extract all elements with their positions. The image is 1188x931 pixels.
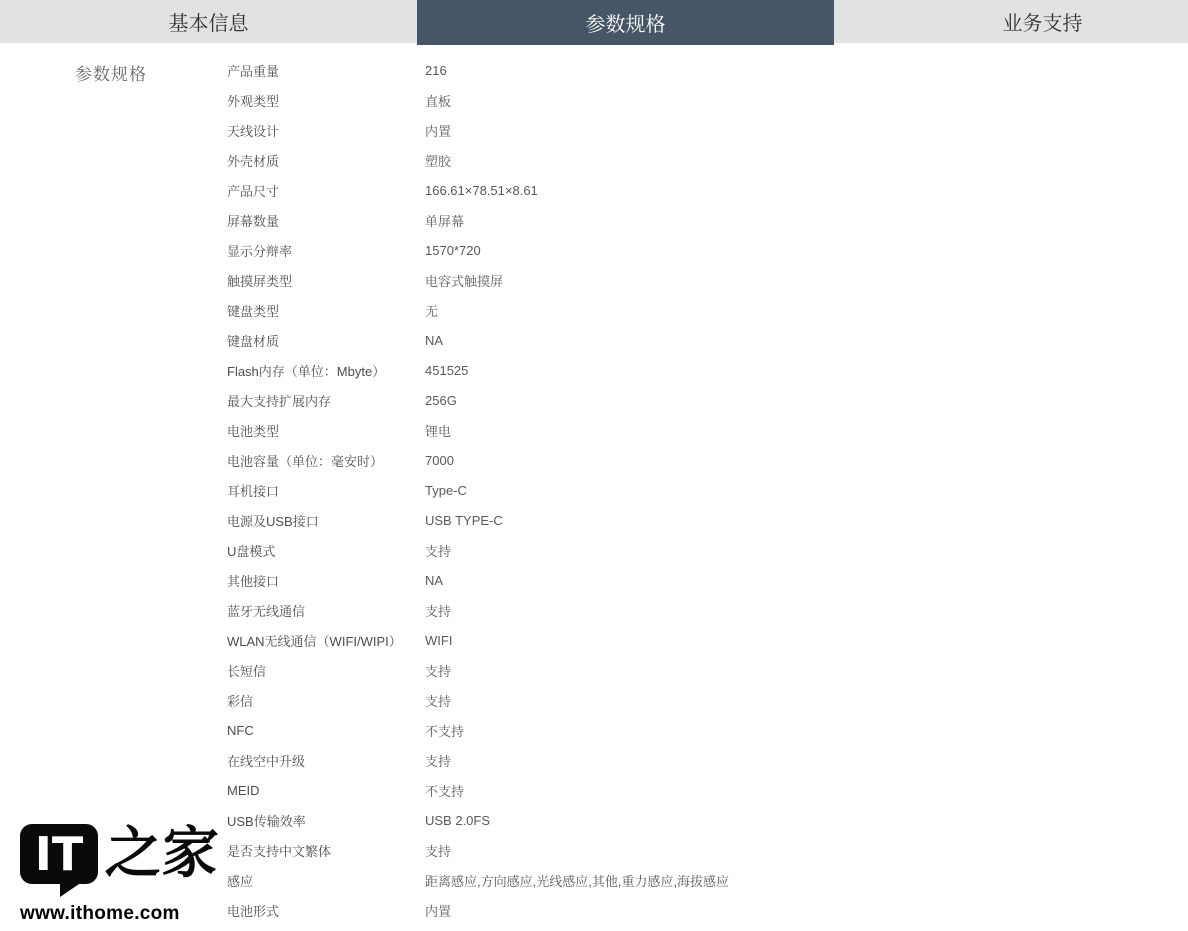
spec-value: 7000 [425,452,454,468]
spec-label: 是否支持中文繁体 [227,843,332,859]
spec-value: 锂电 [425,423,452,439]
ithome-logo [20,816,221,925]
spec-label: 蓝牙无线通信 [227,603,306,619]
spec-value: 不支持 [425,783,465,799]
spec-label: 电池类型 [227,423,280,439]
spec-row [227,235,729,265]
spec-row [227,475,729,505]
spec-value: Type-C [425,482,467,498]
spec-value: WIFI [425,632,453,648]
spec-label: 产品尺寸 [227,183,280,199]
spec-row [227,85,729,115]
spec-value: 支持 [425,693,452,709]
spec-value: USB 2.0FS [425,812,491,828]
tab-basic-info[interactable]: 基本信息 [0,0,417,43]
spec-label: 其他接口 [227,573,280,589]
spec-label: 显示分辩率 [227,243,293,259]
spec-row [227,745,729,775]
spec-label: 电池形式 [227,903,280,919]
spec-label: 在线空中升级 [227,753,306,769]
spec-row [227,835,729,865]
spec-label: NFC [227,722,254,738]
section-title: 参数规格 [75,65,147,84]
spec-value: 内置 [425,123,452,139]
spec-row [227,655,729,685]
tab-parameter-specs[interactable]: 参数规格 [417,0,834,45]
spec-row [227,595,729,625]
spec-row [227,625,729,655]
spec-value: NA [425,332,444,348]
spec-row [227,265,729,295]
spec-label: WLAN无线通信（WIFI/WIPI） [227,633,402,649]
spec-value: 无 [425,303,439,319]
ithome-calligraphy-text: 之家 [103,820,221,886]
spec-label: U盘模式 [227,543,276,559]
spec-label: 电池容量（单位：毫安时） [227,453,384,469]
spec-row [227,505,729,535]
spec-row [227,385,729,415]
spec-value: 距离感应,方向感应,光线感应,其他,重力感应,海拔感应 [425,873,730,889]
spec-row [227,175,729,205]
spec-value: 单屏幕 [425,213,465,229]
spec-label: 彩信 [227,693,254,709]
spec-row [227,805,729,835]
spec-row [227,715,729,745]
spec-value: NA [425,572,444,588]
spec-value: 166.61×78.51×8.61 [425,182,538,198]
spec-value: 451525 [425,362,469,378]
spec-table [227,55,729,925]
spec-value: 支持 [425,663,452,679]
spec-value: 电容式触摸屏 [425,273,504,289]
spec-row [227,205,729,235]
spec-label: 外壳材质 [227,153,280,169]
spec-label: 键盘类型 [227,303,280,319]
spec-label: 外观类型 [227,93,280,109]
spec-label: USB传输效率 [227,813,306,829]
spec-row [227,865,729,895]
spec-value: 1570*720 [425,242,481,258]
spec-label: 触摸屏类型 [227,273,293,289]
spec-value: USB TYPE-C [425,512,503,528]
spec-label: 最大支持扩展内存 [227,393,332,409]
spec-row [227,535,729,565]
ithome-url-text: www.ithome.com [20,903,180,924]
spec-value: 支持 [425,753,452,769]
spec-value: 支持 [425,603,452,619]
spec-value: 不支持 [425,723,465,739]
tab-bar [0,0,1188,45]
spec-label: 电源及USB接口 [227,513,319,529]
spec-row [227,445,729,475]
spec-value: 支持 [425,843,452,859]
spec-value: 支持 [425,543,452,559]
spec-value: 256G [425,392,457,408]
spec-row [227,325,729,355]
ithome-logo-mark [20,816,221,890]
spec-label: 键盘材质 [227,333,280,349]
spec-row [227,115,729,145]
spec-row [227,295,729,325]
spec-label: Flash内存（单位：Mbyte） [227,363,386,379]
ithome-badge-text: IT [34,827,84,881]
spec-row [227,775,729,805]
tab-business-support[interactable]: 业务支持 [834,0,1188,43]
spec-label: 天线设计 [227,123,280,139]
spec-row [227,895,729,925]
spec-value: 塑胶 [425,153,452,169]
spec-row [227,685,729,715]
spec-value: 内置 [425,903,452,919]
spec-row [227,145,729,175]
spec-row [227,355,729,385]
ithome-it-badge-icon [20,824,98,884]
spec-label: MEID [227,782,260,798]
spec-label: 屏幕数量 [227,213,280,229]
spec-value: 直板 [425,93,452,109]
spec-row [227,565,729,595]
spec-label: 感应 [227,873,254,889]
spec-label: 产品重量 [227,63,280,79]
spec-label: 长短信 [227,663,267,679]
spec-row [227,415,729,445]
spec-value: 216 [425,62,447,78]
spec-label: 耳机接口 [227,483,280,499]
spec-row [227,55,729,85]
